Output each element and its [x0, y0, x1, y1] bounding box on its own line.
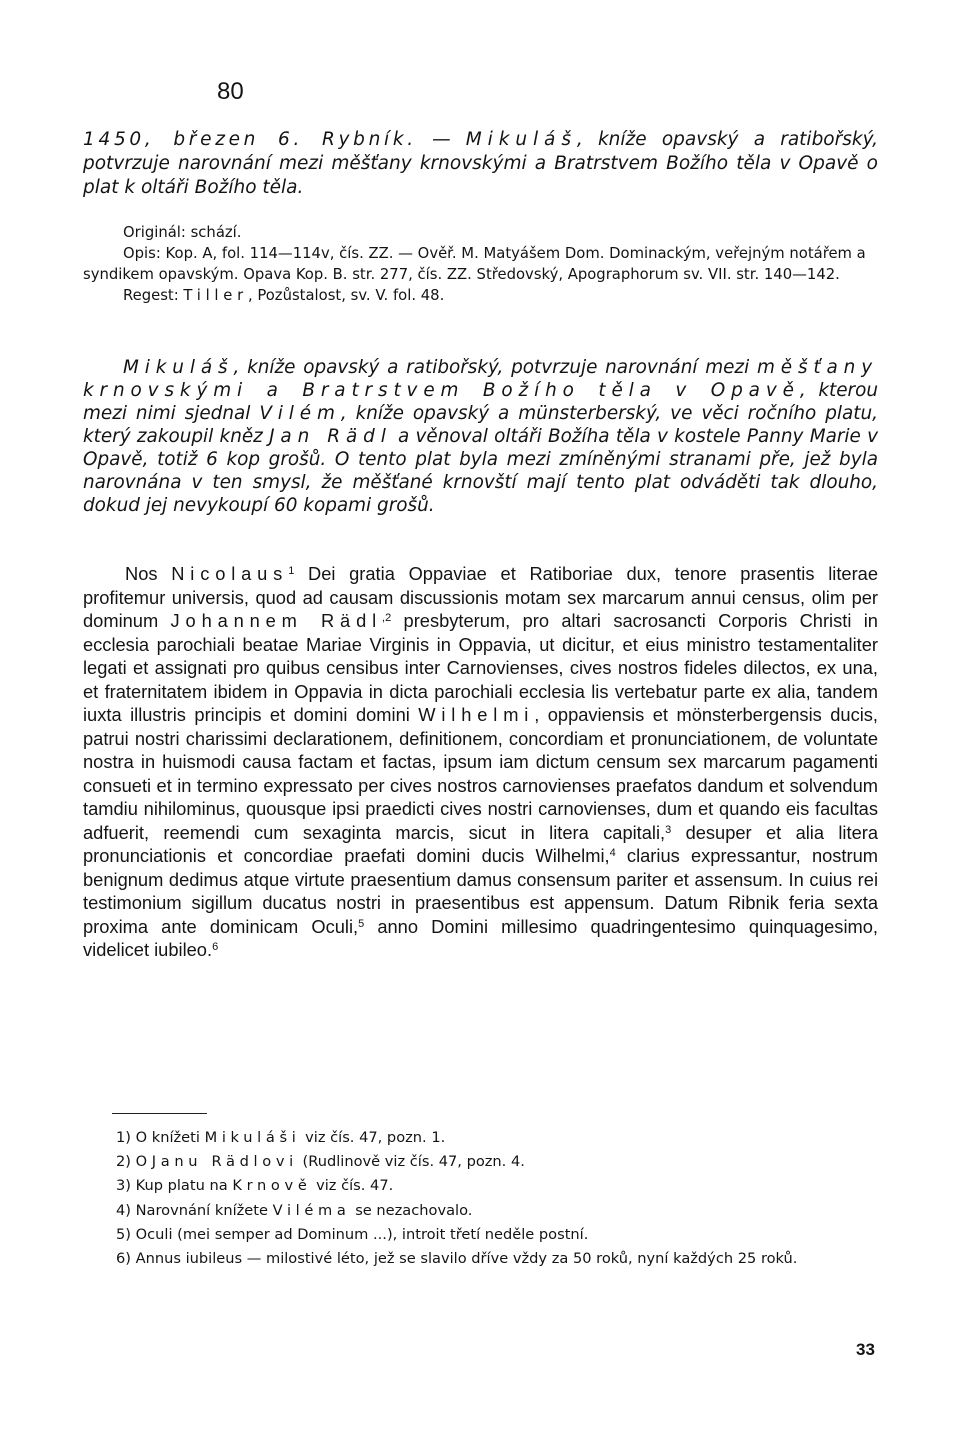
- heading-dash: —: [416, 129, 466, 150]
- footnotes: [83, 1126, 878, 1271]
- latin-part: anno Domini millesimo quadringentesimo quinquagesimo, videlicet iubileo.: [83, 915, 878, 960]
- latin-part: desuper et alia litera pronunciationis et concordiae praefati domini ducis Wilhelmi,: [83, 821, 878, 866]
- footnote-text: O knížeti: [130, 1129, 205, 1146]
- latin-part: Nicolaus: [171, 563, 289, 584]
- latin-part: Johannem Rädl: [170, 610, 383, 631]
- latin-part: clarius expressantur, nostrum benignum dedimus atque virtute praesentium damus consensum pariter et assensum. In cuius rei testimonium sigillum ducatus nostri in praesentibus est appensum. Datum Ribnik feria sexta proxima ante dominicam Oculi,: [83, 845, 878, 937]
- regest-part: a věnoval oltáři Božíha těla v kostele Panny Marie v Opavě, totiž 6 kop grošů. O tento plat byla mezi zmíněnými stranami pře, jež byla narovnána v ten smysl, že měšťané krnovští mají tento plat odváděti tak dlouho, dokud jej nevykoupí 60 kopami grošů.: [83, 426, 879, 516]
- footnote-text: se nezachovalo.: [350, 1201, 473, 1219]
- footnote-divider: [112, 1113, 207, 1114]
- page-footer-number: 33: [856, 1340, 875, 1359]
- footnote-3: [83, 1174, 878, 1198]
- footnote-ref: 3: [665, 823, 672, 836]
- document-heading: [83, 128, 878, 200]
- meta-regest: [83, 285, 878, 306]
- footnote-text: Narovnání knížete: [130, 1201, 273, 1219]
- regest-part: , kterou mezi nimi sjednal: [83, 380, 878, 424]
- footnote-mark: 5): [116, 1225, 131, 1243]
- latin-part: Nos: [125, 563, 172, 584]
- footnote-4: [83, 1199, 878, 1223]
- footnote-text: Annus iubileus — milostivé léto, jež se slavilo dříve vždy za 50 roků, nyní každých 25 roků.: [130, 1250, 798, 1268]
- footnote-2: [83, 1150, 878, 1174]
- heading-name: Mikuláš: [465, 129, 577, 150]
- regest-part: Jan Rädl: [269, 426, 392, 447]
- footnote-text: (Rudlinově viz čís. 47, pozn. 4.: [297, 1153, 525, 1171]
- footnote-mark: 6): [116, 1250, 131, 1268]
- footnote-ref: 1: [288, 564, 295, 577]
- footnote-mark: 4): [116, 1201, 131, 1219]
- footnote-text: Kup platu na: [130, 1177, 233, 1195]
- footnote-ref: ,2: [382, 611, 392, 624]
- latin-part: , oppaviensis et mönsterbergensis ducis, patrui nostri charissimi declarationem, definitionem, concordiam et pronunciationem, de voluntate nostra in huismodi causa factam et factas, ipsum iam dictum censum sex marcarum pagamenti consueti et in termino expressato per cives nostros carnovienses praefatos dandum et solvendum tamdiu nihilominus, quousque ipsi praedicti cives nostri carnovienses, dum et quando eis facultas adfuerit, reemendi cum sexaginta marcis, sicut in litera capitali,: [83, 704, 878, 843]
- meta-regest-author: Tiller: [183, 287, 248, 304]
- footnote-ref: 4: [609, 846, 616, 859]
- footnote-name: Viléma: [272, 1201, 351, 1219]
- source-metadata: [83, 222, 878, 306]
- regest-part: měšťany krnovskými a Bratrstvem Božího těla v Opavě: [83, 357, 878, 401]
- footnote-text: Oculi (mei semper ad Dominum ...), introit třetí neděle postní.: [130, 1225, 589, 1243]
- meta-original: Originál: schází.: [123, 224, 242, 241]
- footnote-mark: 1): [116, 1129, 131, 1146]
- latin-part: presbyterum, pro altari sacrosancti Corporis Christi in ecclesia parochiali beatae Mariae Virginis in Oppavia, ut dicitur, et eius ministro testamentaliter legati et assignati pro quibus censibus inter Carnovienses, cives nostros fideles dilectos, ex una, et fraternitatem ibidem in Oppavia in dicta parochiali ecclesia lis vertebatur parte ex alia, tandem iuxta illustris principis et domini domini: [83, 610, 878, 725]
- page-number: 80: [217, 78, 244, 105]
- meta-regest-rest: , Pozůstalost, sv. V. fol. 48.: [247, 287, 445, 304]
- latin-part: Dei gratia Oppaviae et Ratiboriae dux, tenore prasentis literae profitemur universis, quod ad causam discussionis motam sex marcarum annui census, olim per dominum: [83, 563, 878, 631]
- regest-part: , kníže opavský a ratibořský, potvrzuje narovnání mezi: [233, 357, 757, 378]
- regest-part: , kníže opavský a münsterberský, ve věci ročního platu, který zakoupil kněz: [83, 403, 878, 447]
- meta-copies: Opis: Kop. A, fol. 114—114v, čís. ZZ. — Ověř. M. Matyášem Dom. Dominackým, veřejným notářem a syndikem opavským. Opava Kop. B. str. 277, čís. ZZ. Středovský, Apographorum sv. VII. str. 140—142.: [83, 245, 866, 283]
- heading-date: 1450, březen 6. Rybník.: [83, 129, 417, 150]
- regest-part: Mikuláš: [123, 357, 234, 378]
- footnote-name: Mikuláši: [204, 1129, 301, 1146]
- heading-text: , kníže opavský a ratibořský, potvrzuje narovnání mezi měšťany krnovskými a Bratrstvem Božího těla v Opavě o plat k oltáři Božího těla.: [83, 129, 878, 198]
- footnote-ref: 6: [212, 940, 219, 953]
- footnote-name: Janu Rädlovi: [151, 1153, 298, 1171]
- footnote-1: [83, 1126, 878, 1150]
- regest-part: Vilém: [259, 403, 341, 424]
- footnote-mark: 3): [116, 1177, 131, 1195]
- latin-charter-text: [83, 562, 878, 962]
- footnote-ref: 5: [358, 917, 365, 930]
- footnote-5: [83, 1223, 878, 1247]
- footnote-name: Krnově: [232, 1177, 312, 1195]
- meta-regest-label: Regest:: [123, 287, 184, 304]
- footnote-text: viz čís. 47, pozn. 1.: [300, 1129, 446, 1146]
- latin-part: Wilhelmi: [418, 704, 535, 725]
- footnote-text: viz čís. 47.: [311, 1177, 394, 1195]
- footnote-6: [83, 1247, 878, 1271]
- footnote-mark: 2): [116, 1153, 131, 1171]
- footnote-text: O: [130, 1153, 152, 1171]
- czech-regest: [83, 356, 878, 517]
